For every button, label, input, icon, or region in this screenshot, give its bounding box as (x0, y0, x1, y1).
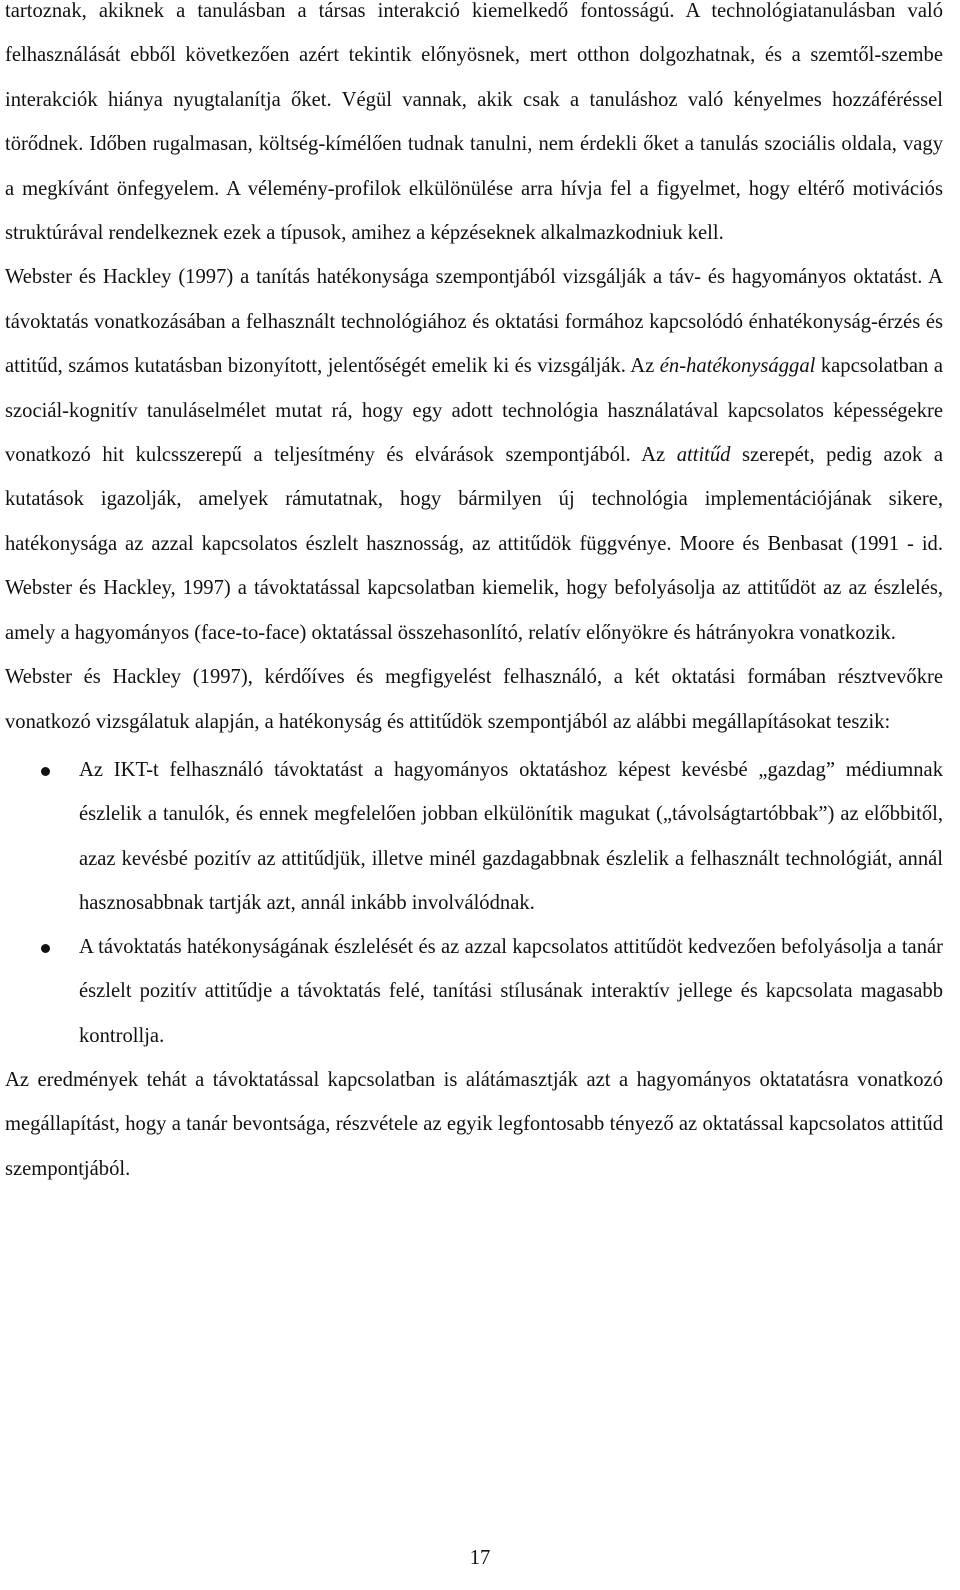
list-item-text: Az IKT-t felhasználó távoktatást a hagyományos oktatáshoz képest kevésbé „gazdag” médiumnak észlelik a tanulók, és ennek megfelelően jobban elkülönítik magukat („távolságtartóbbak”) az előbbitől, azaz kevésbé pozitív az attitűdjük, illetve minél gazdagabbnak észlelik a felhasznált technológiát, annál hasznosabbnak tartják azt, annál inkább involválódnak. (79, 758, 943, 914)
paragraph-text: Az eredmények tehát a távoktatással kapcsolatban is alátámasztják azt a hagyományos oktatatásra vonatkozó megállapítást, hogy a tanár bevontsága, részvétele az egyik legfontosabb tényező az oktatással kapcsolatos attitűd szempontjából. (5, 1068, 943, 1180)
paragraph (5, 655, 943, 744)
paragraph-text: Webster és Hackley (1997) a tanítás hatékonysága szempontjából vizsgálják a táv- és hagyományos oktatást. A távoktatás vonatkozásában a felhasznált technológiához és oktatási formához kapcsolódó énhatékonyság-érzés és attitűd, számos kutatásban bizonyított, jelentőségét emelik ki és vizsgálják. Az (5, 266, 943, 378)
paragraph-text: Webster és Hackley (1997), kérdőíves és megfigyelést felhasználó, a két oktatási formában résztvevőkre vonatkozó vizsgálatuk alapján, a hatékonyság és attitűdök szempontjából az alábbi megállapításokat teszik: (5, 666, 943, 733)
paragraph (5, 255, 943, 655)
bullet-icon (41, 767, 50, 776)
paragraph (5, 0, 943, 255)
paragraph-text: szerepét, pedig azok a kutatások igazolják, amelyek rámutatnak, hogy bármilyen új technológia implementációjának sikere, hatékonysága az azzal kapcsolatos észlelt hasznosság, az attitűdök függvénye. Moore és Benbasat (1991 - id. Webster és Hackley, 1997) a távoktatással kapcsolatban kiemelik, hogy befolyásolja az attitűdöt az az észlelés, amely a hagyományos (face-to-face) oktatással összehasonlító, relatív előnyökre és hátrányokra vonatkozik. (5, 444, 944, 644)
page-number: 17 (469, 1547, 491, 1569)
italic-term: én-hatékonysággal (659, 355, 816, 378)
italic-term: attitűd (676, 444, 731, 467)
list-item (5, 748, 943, 925)
bullet-list (5, 748, 943, 1058)
paragraph (5, 1058, 943, 1191)
list-item-text: A távoktatás hatékonyságának észlelését és az azzal kapcsolatos attitűdöt kedvezően befolyásolja a tanár észlelt pozitív attitűdje a távoktatás felé, tanítási stílusának interaktív jellege és kapcsolata magasabb kontrollja. (79, 936, 943, 1047)
bullet-icon (41, 944, 50, 953)
list-item (5, 925, 943, 1058)
paragraph-text: kapcsolatban a szociál-kognitív tanuláselmélet mutat rá, hogy egy adott technológia használatával kapcsolatos képességekre vonatkozó hit kulcsszerepű a teljesítmény és elvárások szempontjából. Az (5, 355, 943, 467)
paragraph-text: tartoznak, akiknek a tanulásban a társas interakció kiemelkedő fontosságú. A technológiatanulásban való felhasználását ebből következően azért tekintik előnyösnek, mert otthon dolgozhatnak, és a szemtől-szembe interakciók hiánya nyugtalanítja őket. Végül vannak, akik csak a tanuláshoz való kényelmes hozzáféréssel törődnek. Időben rugalmasan, költség-kímélően tudnak tanulni, nem érdekli őket a tanulás szociális oldala, vagy a megkívánt önfegyelem. A vélemény-profilok elkülönülése arra hívja fel a figyelmet, hogy eltérő motivációs struktúrával rendelkeznek ezek a típusok, amihez a képzéseknek alkalmazkodniuk kell. (5, 0, 943, 245)
